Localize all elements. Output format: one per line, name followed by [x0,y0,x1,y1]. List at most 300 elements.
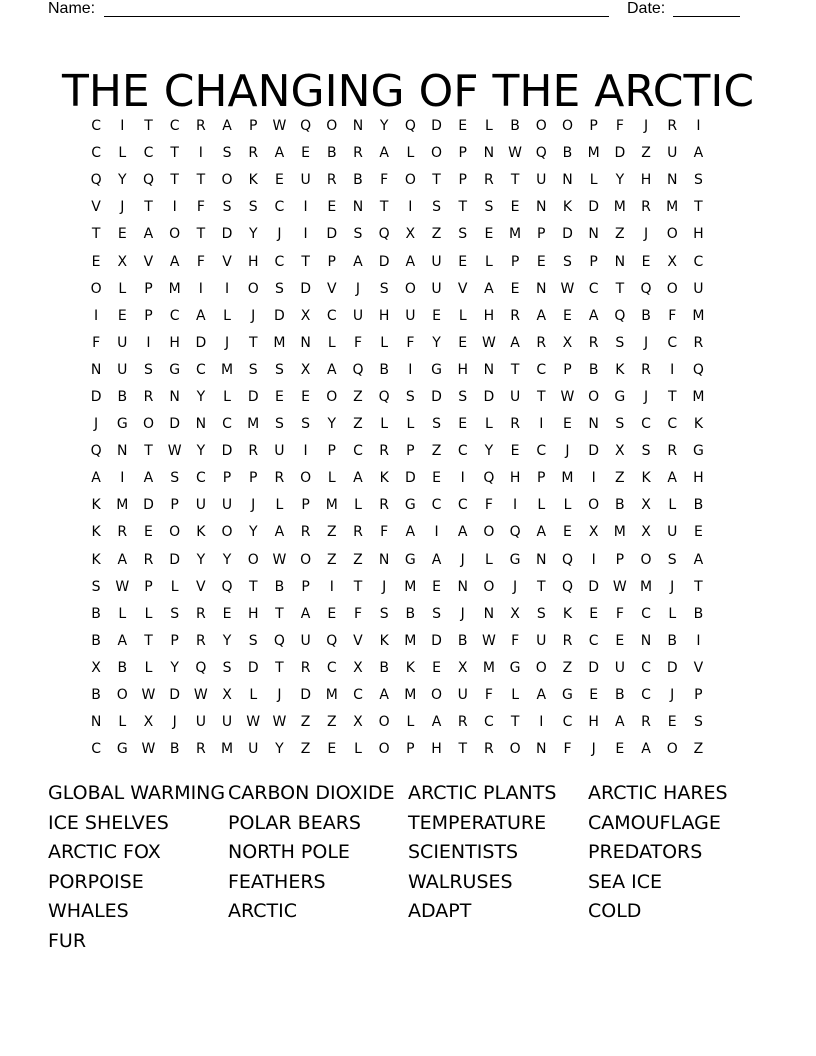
grid-letter: D [300,280,311,297]
grid-letter: E [615,741,625,758]
grid-letter: N [352,118,364,135]
grid-letter: H [588,714,599,731]
grid-letter: D [431,388,442,405]
grid-letter: L [275,497,284,514]
grid-letter: U [536,632,547,649]
grid-letter: E [222,605,232,622]
grid-letter: M [404,578,417,595]
date-field[interactable] [673,16,740,17]
grid-row-text [83,574,712,601]
grid-letter: O [169,226,181,243]
grid-letter: U [221,497,233,514]
word-list-item: PORPOISE [48,870,144,893]
grid-letter: N [536,741,547,758]
grid-letter: T [144,632,153,649]
word-list-item: SCIENTISTS [408,841,519,864]
grid-letter: Z [693,741,704,758]
grid-letter: R [143,388,154,405]
grid-letter: C [667,416,678,433]
grid-letter: F [511,632,520,649]
grid-letter: R [353,145,363,162]
grid-letter: D [431,118,442,135]
grid-letter: T [353,578,363,595]
grid-letter: B [641,307,651,324]
grid-letter: M [220,361,234,378]
grid-letter: U [667,145,678,162]
grid-letter: S [458,226,468,243]
grid-letter: O [535,118,547,135]
grid-letter: T [275,605,284,622]
grid-letter: G [431,361,442,378]
grid-letter: R [641,714,651,731]
grid-letter: C [143,145,154,162]
grid-letter: T [537,578,546,595]
grid-letter: J [670,578,675,595]
grid-letter: Q [692,361,704,378]
grid-letter: N [378,551,390,568]
grid-letter: M [325,497,338,514]
grid-letter: E [536,253,546,270]
grid-letter: T [144,118,153,135]
grid-letter: G [169,361,181,378]
grid-letter: O [588,388,600,405]
grid-letter: A [274,145,285,162]
grid-letter: U [509,388,521,405]
word-list-item: ARCTIC PLANTS [408,782,557,804]
grid-letter: Y [484,443,494,460]
grid-letter: W [560,280,575,297]
grid-row-text [83,519,712,546]
grid-letter: S [274,280,284,297]
grid-letter: D [588,199,600,216]
grid-letter: J [565,443,570,460]
grid-letter: R [195,118,206,135]
grid-letter: F [196,253,205,270]
grid-letter: Z [562,659,573,676]
word-list-item: ARCTIC FOX [48,841,161,864]
grid-letter: B [405,605,416,622]
grid-letter: C [588,632,599,649]
name-field[interactable] [104,16,609,17]
grid-letter: C [326,307,337,324]
grid-letter: A [379,145,389,162]
grid-letter: O [483,524,495,541]
grid-row [83,167,739,194]
grid-letter: E [91,253,101,270]
grid-row [83,709,739,736]
grid-letter: A [615,714,625,731]
grid-letter: V [222,253,232,270]
grid-letter: N [90,714,102,731]
grid-letter: H [169,334,180,351]
grid-letter: B [667,632,678,649]
grid-letter: L [354,741,362,758]
grid-row [83,113,739,140]
grid-letter: D [588,443,600,460]
word-list-item: FUR [48,929,87,952]
grid-letter: A [536,307,547,324]
grid-letter: L [144,659,153,676]
grid-letter: D [588,659,600,676]
grid-letter: S [222,145,232,162]
grid-letter: K [379,632,389,649]
grid-row [83,519,739,546]
grid-row [83,330,739,357]
grid-row [83,492,739,519]
grid-row [83,357,739,384]
grid-letter: P [144,307,153,324]
grid-letter: Z [300,714,311,731]
grid-letter: U [457,687,468,704]
grid-letter: S [170,470,180,487]
grid-letter: P [301,578,310,595]
grid-letter: K [641,470,651,487]
grid-letter: B [510,118,520,135]
grid-letter: C [91,118,101,135]
grid-letter: P [248,118,258,135]
grid-letter: A [431,551,442,568]
grid-letter: P [694,687,703,704]
grid-letter: C [169,118,180,135]
grid-row [83,248,739,275]
grid-letter: P [537,226,546,243]
grid-letter: N [588,226,599,243]
grid-letter: S [170,605,180,622]
grid-letter: A [326,361,337,378]
grid-letter: A [117,551,128,568]
grid-letter: H [693,226,704,243]
grid-letter: Q [273,632,285,649]
grid-letter: L [327,334,336,351]
grid-letter: N [90,361,102,378]
grid-letter: G [692,443,704,460]
grid-letter: Q [378,388,390,405]
grid-letter: R [195,741,206,758]
grid-letter: W [193,687,208,704]
grid-letter: P [327,443,336,460]
grid-letter: E [510,280,520,297]
grid-row-text [83,411,712,438]
grid-letter: L [380,416,389,433]
grid-letter: L [118,714,127,731]
grid-letter: X [588,524,599,541]
grid-letter: D [326,226,338,243]
grid-letter: C [641,605,651,622]
grid-letter: B [615,497,625,514]
grid-letter: C [641,687,651,704]
grid-letter: Z [326,524,337,541]
grid-letter: X [300,307,311,324]
grid-letter: A [667,470,677,487]
grid-row-text [83,438,712,465]
grid-letter: A [169,253,180,270]
grid-letter: Y [275,741,284,758]
grid-letter: W [481,632,496,649]
grid-letter: B [91,605,101,622]
grid-letter: Z [431,443,442,460]
grid-letter: I [591,470,596,487]
grid-letter: R [693,334,704,351]
grid-letter: D [169,687,181,704]
grid-letter: X [615,443,625,460]
grid-letter: D [300,687,311,704]
grid-letter: P [589,253,598,270]
grid-row [83,411,739,438]
grid-letter: J [94,416,99,433]
word-list-item: WHALES [48,900,129,923]
grid-letter: R [562,632,573,649]
grid-letter: P [170,497,179,514]
grid-letter: D [562,226,573,243]
word-list [48,780,768,958]
grid-letter: B [326,145,337,162]
grid-letter: U [195,497,206,514]
grid-letter: T [144,199,153,216]
grid-letter: Y [248,524,258,541]
grid-letter: W [272,714,287,731]
grid-letter: S [432,605,441,622]
grid-letter: B [379,361,389,378]
grid-letter: J [251,497,256,514]
grid-letter: C [562,714,573,731]
grid-letter: D [666,659,678,676]
grid-letter: I [329,578,334,595]
grid-row-text [83,194,712,221]
grid-letter: D [274,307,285,324]
grid-letter: S [405,388,415,405]
word-list-item: PREDATORS [588,841,703,864]
grid-letter: V [693,659,704,676]
grid-letter: G [404,551,416,568]
grid-letter: I [120,470,125,487]
grid-letter: B [353,172,363,189]
grid-letter: A [588,307,599,324]
grid-letter: T [196,172,206,189]
grid-letter: B [615,687,625,704]
grid-letter: N [117,443,128,460]
grid-letter: H [640,172,652,189]
grid-letter: J [251,307,256,324]
grid-letter: L [668,605,677,622]
grid-letter: X [641,524,651,541]
grid-letter: H [247,253,259,270]
grid-letter: D [431,632,442,649]
grid-letter: F [353,605,362,622]
grid-letter: F [668,307,677,324]
grid-letter: R [536,334,547,351]
grid-letter: Y [327,416,337,433]
grid-letter: S [222,659,232,676]
grid-letter: E [458,253,468,270]
grid-letter: B [693,605,704,622]
grid-letter: H [509,470,521,487]
grid-letter: K [405,659,415,676]
grid-letter: W [560,388,575,405]
grid-letter: O [221,172,233,189]
grid-letter: C [431,497,442,514]
grid-letter: X [405,226,416,243]
grid-letter: O [378,741,390,758]
grid-letter: N [195,416,207,433]
grid-letter: O [116,687,128,704]
grid-letter: I [513,497,518,514]
grid-letter: L [170,578,179,595]
grid-letter: E [510,199,520,216]
word-list-item: ICE SHELVES [48,811,169,834]
grid-letter: C [274,199,285,216]
grid-letter: M [692,388,705,405]
grid-letter: Q [300,118,312,135]
grid-letter: T [458,199,467,216]
grid-letter: T [458,741,467,758]
grid-letter: A [143,226,154,243]
word-list-item: ARCTIC [228,900,297,923]
grid-letter: O [221,524,233,541]
grid-letter: C [457,497,468,514]
grid-letter: D [614,145,626,162]
grid-letter: P [406,443,415,460]
grid-letter: J [643,118,649,135]
grid-letter: B [274,578,285,595]
grid-letter: E [274,388,284,405]
grid-letter: E [458,334,468,351]
grid-letter: J [120,199,125,216]
grid-letter: H [483,307,495,324]
grid-letter: S [641,443,651,460]
grid-letter: C [457,443,468,460]
grid-letter: U [431,253,442,270]
grid-letter: N [352,199,364,216]
grid-letter: M [561,470,574,487]
grid-letter: C [353,443,363,460]
grid-letter: T [510,714,520,731]
grid-letter: M [404,632,417,649]
grid-row-text [83,303,712,330]
word-list-item: SEA ICE [588,870,662,893]
grid-letter: W [115,578,130,595]
grid-letter: D [588,578,600,595]
grid-letter: Q [90,172,102,189]
grid-letter: X [117,253,128,270]
grid-letter: O [509,741,521,758]
grid-letter: S [667,551,677,568]
grid-letter: S [248,361,258,378]
grid-letter: D [169,551,181,568]
grid-letter: T [510,172,520,189]
grid-letter: O [142,416,154,433]
grid-letter: J [643,388,649,405]
grid-letter: O [404,280,416,297]
grid-letter: L [223,307,231,324]
grid-letter: F [380,524,389,541]
grid-letter: V [196,578,206,595]
grid-letter: Z [326,714,337,731]
grid-letter: S [144,361,153,378]
grid-letter: F [615,118,624,135]
grid-letter: E [432,307,441,324]
grid-letter: Q [352,361,364,378]
grid-letter: Q [535,145,547,162]
grid-letter: C [222,416,232,433]
grid-letter: S [248,632,258,649]
grid-letter: L [327,470,336,487]
grid-letter: X [667,253,678,270]
grid-letter: O [483,578,495,595]
grid-letter: E [667,714,677,731]
grid-letter: Q [509,524,521,541]
grid-letter: U [405,307,416,324]
grid-row-text [83,113,712,140]
grid-letter: O [300,551,312,568]
grid-row-text [83,384,712,411]
grid-letter: P [458,145,467,162]
grid-letter: A [536,524,547,541]
grid-letter: R [667,118,678,135]
grid-letter: B [91,632,101,649]
grid-letter: U [117,334,128,351]
grid-letter: E [432,470,441,487]
grid-letter: A [536,687,547,704]
grid-letter: R [510,416,520,433]
grid-letter: R [641,199,651,216]
grid-letter: O [431,687,443,704]
grid-letter: E [589,687,599,704]
grid-letter: E [117,226,127,243]
grid-letter: E [301,145,311,162]
grid-letter: M [666,199,679,216]
grid-letter: P [144,280,153,297]
grid-letter: M [168,280,181,297]
grid-letter: Y [222,551,232,568]
grid-letter: I [198,145,203,162]
grid-letter: P [406,741,415,758]
grid-letter: C [536,443,547,460]
grid-letter: Q [195,659,207,676]
grid-letter: D [483,388,495,405]
word-list-item: GLOBAL WARMING [48,782,226,804]
grid-letter: F [615,605,624,622]
grid-letter: J [460,551,465,568]
grid-letter: T [615,280,625,297]
grid-letter: J [277,226,282,243]
grid-letter: L [380,334,389,351]
grid-letter: R [379,443,390,460]
grid-letter: T [170,172,179,189]
grid-letter: J [643,334,649,351]
grid-letter: E [615,632,625,649]
grid-letter: E [458,416,468,433]
grid-letter: L [458,307,467,324]
grid-letter: X [353,714,363,731]
grid-letter: A [196,307,206,324]
grid-letter: U [300,632,311,649]
grid-letter: C [667,334,678,351]
word-list-item: CARBON DIOXIDE [228,782,395,804]
grid-letter: D [90,388,102,405]
grid-letter: B [588,361,599,378]
grid-letter: G [509,551,521,568]
grid-letter: F [484,497,493,514]
grid-letter: B [117,659,128,676]
grid-letter: S [536,605,546,622]
grid-letter: I [670,361,675,378]
grid-letter: V [91,199,101,216]
grid-row [83,465,739,492]
grid-letter: A [379,687,389,704]
grid-letter: M [613,199,626,216]
grid-row [83,547,739,574]
grid-letter: T [196,226,206,243]
